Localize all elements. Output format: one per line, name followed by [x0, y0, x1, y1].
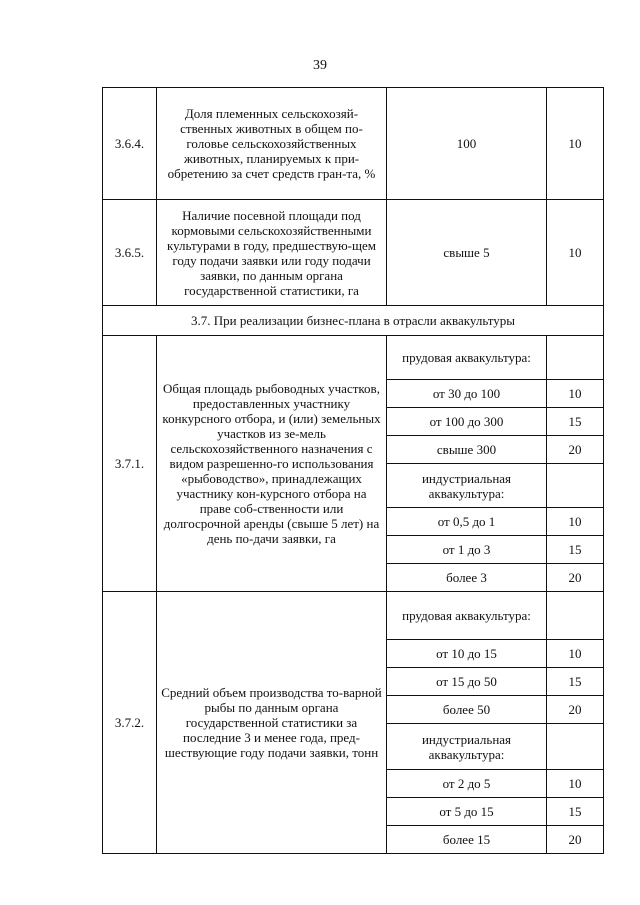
row-number: 3.6.5.	[103, 200, 157, 306]
row-number: 3.7.2.	[103, 592, 157, 854]
criterion-description: Доля племенных сельскохозяй-ственных животных в общем по-головье сельскохозяйственных животных, планируемых к при-обретению за счет средств гран-та, %	[157, 88, 387, 200]
criteria-table	[102, 87, 604, 854]
criterion-condition: от 30 до 100	[387, 380, 547, 408]
criterion-condition: прудовая аквакультура:	[387, 592, 547, 640]
criterion-condition: от 10 до 15	[387, 640, 547, 668]
criterion-condition: от 0,5 до 1	[387, 508, 547, 536]
criterion-score: 10	[547, 380, 604, 408]
criterion-condition: более 50	[387, 696, 547, 724]
criterion-score: 15	[547, 668, 604, 696]
criterion-condition: от 100 до 300	[387, 408, 547, 436]
criterion-score: 20	[547, 696, 604, 724]
section-title: 3.7. При реализации бизнес-плана в отрасли аквакультуры	[103, 306, 604, 336]
criterion-condition: более 15	[387, 826, 547, 854]
section-row	[103, 306, 604, 336]
criterion-score: 10	[547, 640, 604, 668]
criterion-score: 20	[547, 564, 604, 592]
criterion-score: 15	[547, 408, 604, 436]
criterion-description: Средний объем производства то-варной рыбы по данным органа государственной статистики за последние 3 и менее года, пред-шествующие году подачи заявки, тонн	[157, 592, 387, 854]
criterion-condition: свыше 5	[387, 200, 547, 306]
criterion-condition: от 1 до 3	[387, 536, 547, 564]
criterion-score	[547, 724, 604, 770]
criterion-condition: от 2 до 5	[387, 770, 547, 798]
criterion-condition: более 3	[387, 564, 547, 592]
criterion-condition: свыше 300	[387, 436, 547, 464]
criterion-score	[547, 336, 604, 380]
table-row	[103, 592, 604, 640]
criterion-description: Общая площадь рыбоводных участков, предоставленных участнику конкурсного отбора, и (или) земельных участков из зе-мель сельскохозяйственного назначения с видом разрешенно-го использования «рыбоводство», принадлежащих участнику кон-курсного отбора на праве соб-ственности или долгосрочной аренды (свыше 5 лет) на день по-дачи заявки, га	[157, 336, 387, 592]
table-row	[103, 88, 604, 200]
criterion-score: 10	[547, 508, 604, 536]
criterion-condition: индустриальная аквакультура:	[387, 724, 547, 770]
table-row	[103, 200, 604, 306]
criterion-score: 20	[547, 826, 604, 854]
criterion-score: 10	[547, 770, 604, 798]
criterion-condition: от 5 до 15	[387, 798, 547, 826]
criterion-score	[547, 592, 604, 640]
criterion-condition: от 15 до 50	[387, 668, 547, 696]
criterion-score: 15	[547, 536, 604, 564]
criterion-score: 15	[547, 798, 604, 826]
criterion-score: 10	[547, 88, 604, 200]
criterion-condition: прудовая аквакультура:	[387, 336, 547, 380]
row-number: 3.7.1.	[103, 336, 157, 592]
table-row	[103, 336, 604, 380]
criterion-score	[547, 464, 604, 508]
criterion-condition: индустриальная аквакультура:	[387, 464, 547, 508]
page-number: 39	[313, 58, 327, 73]
criterion-score: 20	[547, 436, 604, 464]
criterion-condition: 100	[387, 88, 547, 200]
criterion-score: 10	[547, 200, 604, 306]
row-number: 3.6.4.	[103, 88, 157, 200]
criterion-description: Наличие посевной площади под кормовыми сельскохозяйственными культурами в году, предшествую-щем году подачи заявки или году подачи заявки, по данным органа государственной статистики, га	[157, 200, 387, 306]
